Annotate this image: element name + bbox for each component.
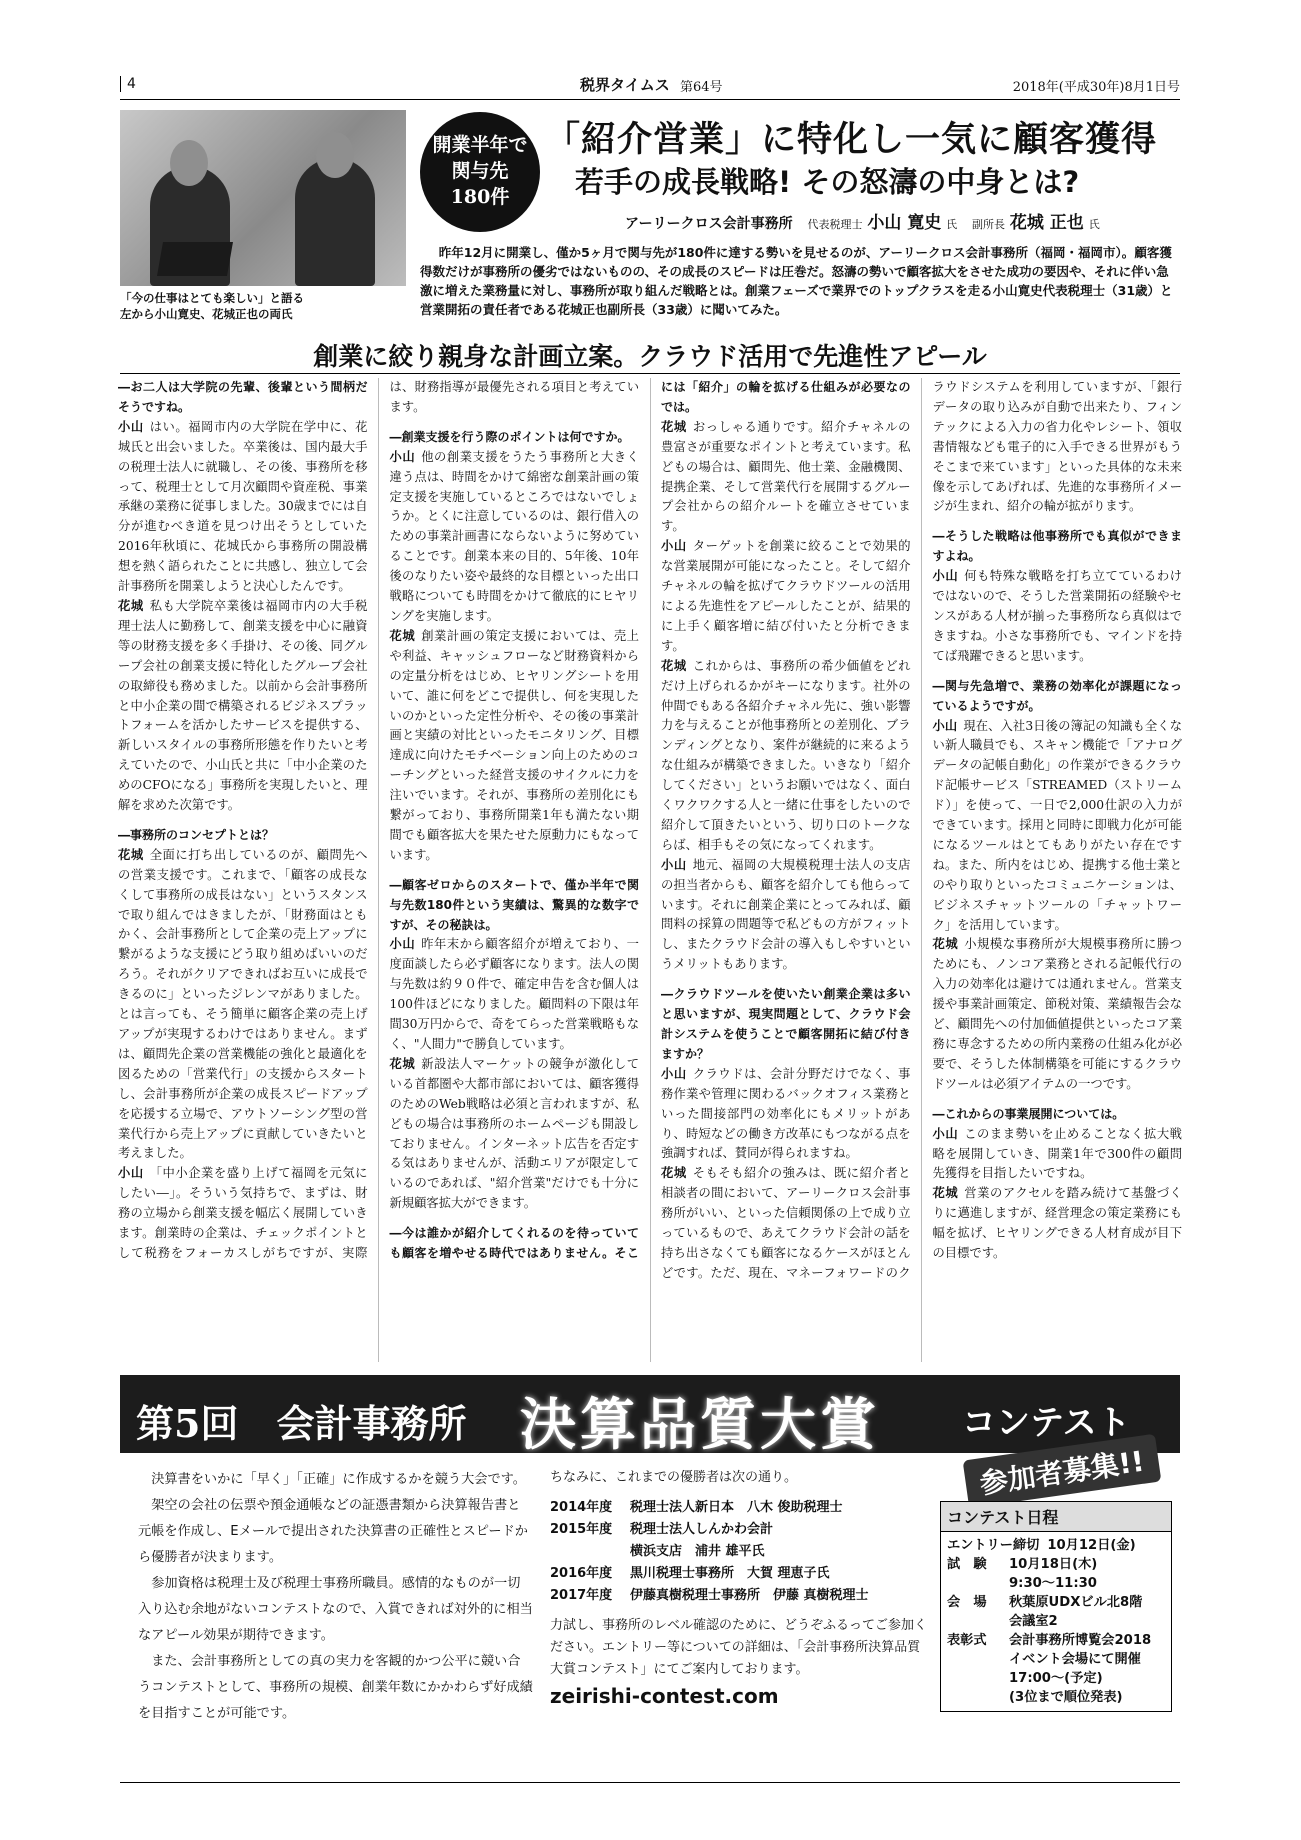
winners-intro: ちなみに、これまでの優勝者は次の通り。: [550, 1470, 798, 1485]
headline-badge: [420, 112, 540, 232]
lead-paragraph: 昨年12月に開業し、僅か5ヶ月で関与先が180件に達する勢いを見せるのが、アーリークロス会計事務所（福岡・福岡市）。顧客獲得数だけが事務所の優劣ではないものの、その成長のスピードは圧巻だ。怒濤の勢いで顧客拡大をさせた成功の要因や、それに伴い急激に増えた業務量に対し、事務所が取り組んだ戦略とは。創業フェーズで業界でのトップクラスを走る小山寛史代表税理士（31歳）と営業開拓の責任者である花城正也副所長（33歳）に聞いてみた。: [420, 245, 1173, 317]
answer: [933, 567, 1183, 667]
speaker: 花城: [661, 419, 687, 434]
award-venue: イベント会場にて開催: [1009, 1652, 1141, 1667]
person-left-head: [170, 140, 208, 186]
issue-number: 第64号: [680, 80, 723, 95]
schedule-venue-room-row: [947, 1612, 1165, 1631]
contest-para-1: 決算書をいかに「早く」「正確」に作成するかを競う大会です。: [151, 1472, 526, 1487]
speaker: 小山: [389, 449, 416, 464]
answer: [390, 1055, 640, 1214]
award-time: 17:00～(予定): [1009, 1671, 1103, 1686]
schedule-entry-row: [947, 1536, 1165, 1555]
subhead-rule: [120, 373, 1180, 374]
winner-row: [550, 1497, 930, 1519]
question: ―これからの事業展開については。: [932, 1106, 1125, 1121]
contest-para-2: 架空の会社の伝票や預金通帳などの証憑書類から決算報告書と元帳を作成し、Eメールで提出された決算書の正確性とスピードから優勝者が決まります。: [138, 1498, 528, 1565]
contest-schedule: [940, 1501, 1172, 1712]
contest-closing: 力試し、事務所のレベル確認のために、どうぞふるってご参加ください。エントリー等についての詳細は、「会計事務所決算品質大賞コンテスト」にてご案内しております。: [550, 1618, 928, 1677]
spacer: [947, 1650, 1009, 1669]
contest-winners: [550, 1467, 930, 1707]
answer-text: クラウドは、会計分野だけでなく、事務作業や管理に関わるバックオフィス業務といった間接部門の効率化にもメリットがあり、時短などの働き方改革にもつながる点を強調すれば、賛同が得られますね。: [661, 1066, 911, 1161]
contest-para-4: また、会計事務所としての真の実力を客観的かつ公平に競い合うコンテストとして、事務所の規模、創業年数にかかわらず好成績を目指すことが可能です。: [138, 1654, 533, 1721]
winner-year: [550, 1541, 630, 1563]
role-2: 副所長: [972, 218, 1006, 231]
contest-url-link[interactable]: zeirishi-contest.com: [550, 1684, 779, 1708]
answer-text: これからは、事務所の希少価値をどれだけ上げられるかがキーになります。社外の仲間でもある各紹介チャネル先に、強い影響力を与えることが他事務所との差別化、ブランディングとなり、案件が継続的に来るような仕組みが構築できました。いきなり「紹介してください」というお願いではなく、面白くワクワクする人と一緒に仕事をしたいので紹介して頂きたいという、切り口のトークならば、相手もその気になってくれます。: [661, 658, 911, 852]
answer-text: 小規模な事務所が大規模事務所に勝つためにも、ノンコア業務とされる記帳代行の入力の効率化は避けては通れません。営業支援や事業計画策定、節税対策、業績報告会など、顧問先への付加価値提供といったコア業務に専念するための所内業務の仕組み化が必要で、そうした体制構築を可能にするクラウドツールは必須アイテムの一つです。: [932, 937, 1182, 1091]
page-number: 4: [120, 76, 136, 92]
question: ―顧客ゼロからのスタートで、僅か半年で関与先数180件という実績は、驚異的な数字ですが、その秘訣は。: [389, 877, 639, 932]
bottom-rule: [120, 1782, 1180, 1783]
answer-text: 新設法人マーケットの競争が激化している首都圏や大都市部においては、顧客獲得のためのWeb戦略は必須と言われますが、私どもの場合は事務所のホームページも開設しておりません。インターネット広告を否定する気はありませんが、活動エリアが限定しているのであれば、"紹介営業"だけでも十分に新規顧客拡大ができます。: [389, 1056, 639, 1211]
answer-text: 私も大学院卒業後は福岡市内の大手税理士法人に勤務して、創業支援を中心に融資等の財務支援を多く手掛け、その後、同グループ会社の創業支援に特化したグループ会社の取締役も務めました。以前から会計事務所と中小企業の間で構築されるビジネスプラットフォームを活かしたサービスを提供する、新しいスタイルの事務所形態を作りたいと考えていたので、小山氏と共に「中小企業のためのCFOになる」事務所を実現したいと、理解を求めた次第です。: [118, 598, 368, 813]
caption-line-2: 左から小山寛史、花城正也の両氏: [120, 307, 293, 321]
person-right-head: [316, 132, 354, 178]
venue-value: 秋葉原UDXビル北8階: [1009, 1595, 1143, 1610]
speaker: 小山: [661, 539, 687, 554]
speaker: 小山: [118, 419, 144, 434]
speaker: 小山: [661, 857, 687, 872]
question: ―今は誰かが紹介してくれるのを待っていても顧客を増やせる時代ではありません。そこには「紹介」の輪を拡げる仕組みが必要なのでは。: [389, 380, 911, 1261]
entry-label: エントリー締切: [947, 1538, 1040, 1553]
winner-year: 2016年度: [550, 1566, 613, 1581]
winner-name: 税理士法人しんかわ会計: [630, 1522, 774, 1537]
schedule-award-row-3: [947, 1669, 1165, 1688]
badge-line-2: 関与先: [451, 160, 509, 182]
exam-label: 試 験: [947, 1557, 987, 1572]
spacer: [947, 1612, 1009, 1631]
venue-room: 会議室2: [1009, 1614, 1058, 1629]
question: ―そうした戦略は他事務所でも真似ができますよね。: [932, 529, 1182, 564]
award-value: 会計事務所博覧会2018: [1009, 1633, 1152, 1648]
banner-main: 決算品質大賞: [520, 1392, 880, 1458]
article-body: [118, 378, 1182, 1362]
answer: [118, 597, 368, 816]
answer-text: おっしゃる通りです。紹介チャネルの豊富さが重要なポイントと考えています。私どもの場合は、顧問先、他士業、金融機関、提携企業、そして営業代行を展開するグループ会社からの紹介ルートを確立させています。: [661, 419, 911, 534]
spacer: [947, 1669, 1009, 1688]
speaker: 花城: [661, 1166, 687, 1181]
winners-list: [550, 1497, 930, 1607]
spacer: [947, 1688, 1009, 1707]
schedule-award-row-4: [947, 1688, 1165, 1707]
answer-text: 全面に打ち出しているのが、顧問先への営業支援です。これまで、「顧客の成長なくして事務所の成長はない」というスタンスで取り組んではきましたが、「財務面はともかく、会計事務所として企業の売上アップに繋がるような支援にどう取り組めばいいのだろう。それがクリアできればお互いに成長できるのに」といったジレンマがありました。とは言っても、そう簡単に顧客企業の売上げアップが実現するわけではありません。まずは、顧問先企業の営業機能の強化と最適化を図るための「営業代行」の支援からスタートし、会計事務所が企業の成長スピードアップを応援する立場で、アウトソーシング型の営業代行から売上アップに貢献していきたいと考えました。: [118, 847, 368, 1161]
speaker: 小山: [932, 718, 958, 733]
speaker: 小山: [118, 1166, 144, 1181]
speaker: 小山: [932, 1126, 959, 1141]
winner-name: 税理士法人新日本 八木 俊助税理士: [630, 1500, 843, 1515]
winner-row: [550, 1541, 930, 1563]
answer: [933, 1125, 1183, 1185]
answer-text: 何も特殊な戦略を打ち立てているわけではないので、そうした営業開拓の経験やセンスがある人材が揃った事務所なら真似はできますね。小さな事務所でも、マインドを持てば飛躍できると思います。: [932, 569, 1182, 663]
answer: [118, 846, 368, 1165]
answer: [390, 448, 640, 627]
caption-line-1: 「今の仕事はとても楽しい」と語る: [120, 291, 304, 305]
speaker: 花城: [932, 1186, 959, 1201]
answer: [661, 856, 911, 975]
schedule-title: コンテスト日程: [941, 1502, 1171, 1532]
contest-banner: [120, 1375, 1180, 1458]
answer: [390, 627, 640, 866]
banner-prefix: 第5回 会計事務所: [136, 1401, 467, 1446]
answer-text: ターゲットを創業に絞ることで効果的な営業展開が可能になったこと。そして紹介チャネルの輪を拡げてクラウドツールの活用による先進性をアピールしたことが、結果的に上手く顧客増に結び付いたと分析できます。: [661, 539, 911, 653]
answer-text: 創業計画の策定支援においては、売上や利益、キャッシュフローなど財務資料からの定量分析をはじめ、ヒヤリングシートを用いて、誰に何をどこで提供し、何を実現したいのかといった定性分析や、その後の事業計画と実績の対比といったモニタリング、目標達成に向けたモチベーション向上のためのコーチングといった経営支援のサイクルに力を注いでいます。それが、事務所の差別化にも繋がっており、事務所開業1年も満たない期間でも顧客拡大を果たせた原動力にもなっています。: [389, 628, 639, 862]
speaker: 小山: [389, 937, 416, 952]
badge-line-1: 開業半年で: [432, 134, 528, 156]
laptop-figure: [157, 242, 233, 276]
photo-caption: [120, 290, 410, 322]
page-header: [120, 74, 1180, 100]
answer: [661, 537, 911, 656]
winner-row: [550, 1519, 930, 1541]
winner-row: [550, 1585, 930, 1607]
issue-date: 2018年(平成30年)8月1日号: [1012, 80, 1180, 95]
entry-value: 10月12日(金): [1047, 1538, 1136, 1553]
speaker: 小山: [661, 1066, 687, 1081]
award-note: (3位まで順位発表): [1009, 1690, 1123, 1705]
winner-name: 黒川税理士事務所 大賀 理恵子氏: [630, 1566, 830, 1581]
contest-description: [138, 1467, 533, 1727]
winner-name: 横浜支店 浦井 雄平氏: [630, 1544, 765, 1559]
schedule-award-row: [947, 1631, 1165, 1650]
suffix-2: 氏: [1088, 218, 1100, 231]
speaker: 小山: [932, 569, 959, 584]
article-subhead: 創業に絞り親身な計画立案。クラウド活用で先進性アピール: [313, 342, 987, 371]
paper-name: 税界タイムス: [580, 76, 670, 94]
schedule-award-row-2: [947, 1650, 1165, 1669]
banner-suffix: コンテスト: [962, 1403, 1131, 1443]
venue-label: 会 場: [947, 1595, 987, 1610]
answer-text: そもそも紹介の強みは、既に紹介者と相談者の間において、アーリークロス会計事務所がいい、といった信頼関係の上で成り立っているもので、あえてクラウド会計の話を持ち出さなくても顧客になるケースがほとんどです。ただ、現在、マネーフォワードのクラウドシステムを利用していますが、「銀行データの取り込みが自動で出来たり、フィンテックによる入力の省力化やレシート、領収書情報なども電子的に入手できる世界がもうそこまで来ています」といった具体的な未来像を示してあげれば、先進的な事務所イメージが生まれ、紹介の輪が拡がります。: [661, 380, 1182, 1280]
speaker: 花城: [661, 658, 687, 673]
winner-year: 2017年度: [550, 1588, 613, 1603]
speaker: 花城: [118, 847, 144, 862]
answer: [933, 1184, 1183, 1264]
answer: [933, 717, 1183, 936]
speaker: 花城: [118, 598, 144, 613]
answer-text: 「中小企業を盛り上げて福岡を元気にしたい―」。そういう気持ちで、まずは、財務の立場から創業支援を幅広く展開していきます。創業時の企業は、チェックポイントとして税務をフォーカスしがちですが、実際は、財務指導が最優先される項目と考えています。: [118, 380, 639, 1260]
headline-title: 「紹介営業」に特化し一気に顧客獲得: [545, 120, 1158, 160]
answer: [118, 418, 368, 597]
question: ―創業支援を行う際のポイントは何ですか。: [389, 429, 630, 444]
question: ―関与先急増で、業務の効率化が課題になっているようですが。: [932, 678, 1182, 713]
answer-text: 他の創業支援をうたう事務所と大きく違う点は、時間をかけて綿密な創業計画の策定支援を実施しているところではないでしょうか。とくに注意しているのは、銀行借入のための事業計画書にならないように努めていることです。創業本来の目的、5年後、10年後のなりたい姿や最終的な目標といった出口戦略についても時間をかけて徹底的にヒヤリングを実施します。: [389, 449, 639, 623]
answer: [661, 1065, 911, 1165]
question: ―お二人は大学院の先輩、後輩という間柄だそうですね。: [118, 380, 368, 414]
schedule-exam-time-row: [947, 1574, 1165, 1593]
schedule-exam-row: [947, 1555, 1165, 1574]
byline: [625, 208, 1100, 233]
recruit-badge: 参加者募集!!: [963, 1434, 1161, 1508]
winner-row: [550, 1563, 930, 1585]
exam-date: 10月18日(木): [1009, 1557, 1098, 1572]
answer: [933, 935, 1183, 1094]
name-1: 小山 寛史: [867, 213, 942, 233]
question: ―事務所のコンセプトとは？: [118, 827, 275, 842]
interview-photo: [120, 110, 406, 286]
answer-text: このまま勢いを止めることなく拡大戦略を展開していき、開業1年で300件の顧問先獲得を目指したいですね。: [932, 1126, 1182, 1181]
answer-text: 昨年末から顧客紹介が増えており、一度面談したら必ず顧客になります。法人の関与先数は約９０件で、確定申告を含む個人は100件ほどになりました。顧問料の下限は年間30万円からで、奇をてらった営業戦略もなく、"人間力"で勝負しています。: [389, 937, 639, 1051]
role-1: 代表税理士: [807, 218, 863, 231]
answer-text: 現在、入社3日後の簿記の知識も全くない新人職員でも、スキャン機能で「アナログデータの記帳自動化」の作業ができるクラウド記帳サービス「STREAMED（ストリームド）」を使って、一日で2,000仕訳の入力ができています。採用と同時に即戦力化が可能になるツールはとてもありがたい存在ですね。また、所内をはじめ、提携する他士業とのやり取りといったコミュニケーションは、ビジネスチャットツールの「チャットワーク」を活用しています。: [932, 718, 1182, 932]
contest-para-3: 参加資格は税理士及び税理士事務所職員。感情的なものが一切入り込む余地がないコンテストなので、入賞できれば対外的に相当なアピール効果が期待できます。: [138, 1576, 533, 1643]
firm-name: アーリークロス会計事務所: [625, 216, 793, 232]
winner-year: 2015年度: [550, 1522, 613, 1537]
question: ―クラウドツールを使いたい創業企業は多いと思いますが、現実問題として、クラウド会計システムを使うことで顧客開拓に結び付きますか？: [661, 987, 911, 1061]
answer: [390, 935, 640, 1054]
spacer: [947, 1574, 1009, 1593]
winner-year: 2014年度: [550, 1500, 613, 1515]
speaker: 花城: [932, 937, 959, 952]
answer-text: はい。福岡市内の大学院在学中に、花城氏と出会いました。卒業後は、国内最大手の税理士法人に就職し、その後、事務所を移って、税理士として月次顧問や資産税、事業承継の業務に従事しました。30歳までには自分が進むべき道を見つけ出そうとしていた2016年秋頃に、花城氏から事務所の開設構想を熱く語られたことに共感し、独立して会計事務所を開業しようと決心したんです。: [118, 419, 368, 594]
schedule-venue-row: [947, 1593, 1165, 1612]
exam-time: 9:30～11:30: [1009, 1576, 1097, 1591]
award-label: 表彰式: [947, 1633, 987, 1648]
answer-text: 営業のアクセルを踏み続けて基盤づくりに邁進しますが、経営理念の策定業務にも幅を拡げ、ヒヤリングできる人材育成が目下の目標です。: [932, 1186, 1182, 1261]
answer-text: 地元、福岡の大規模税理士法人の支店の担当者からも、顧客を紹介しても他らっています。それに創業企業にとってみれば、顧問料の採算の問題等で私どもの方がフィットし、またクラウド会計の導入もしやすいというメリットもあります。: [661, 857, 911, 972]
badge-line-3: 180件: [450, 186, 510, 208]
name-2: 花城 正也: [1009, 213, 1084, 233]
suffix-1: 氏: [946, 218, 958, 231]
winner-name: 伊藤真樹税理士事務所 伊藤 真樹税理士: [630, 1588, 869, 1603]
schedule-body: [941, 1532, 1171, 1711]
answer: [661, 657, 911, 856]
speaker: 花城: [389, 1056, 416, 1071]
answer: [661, 418, 911, 537]
speaker: 花城: [389, 628, 416, 643]
headline-subtitle: 若手の成長戦略! その怒濤の中身とは?: [575, 165, 1080, 199]
contest-ad: [120, 1375, 1180, 1721]
